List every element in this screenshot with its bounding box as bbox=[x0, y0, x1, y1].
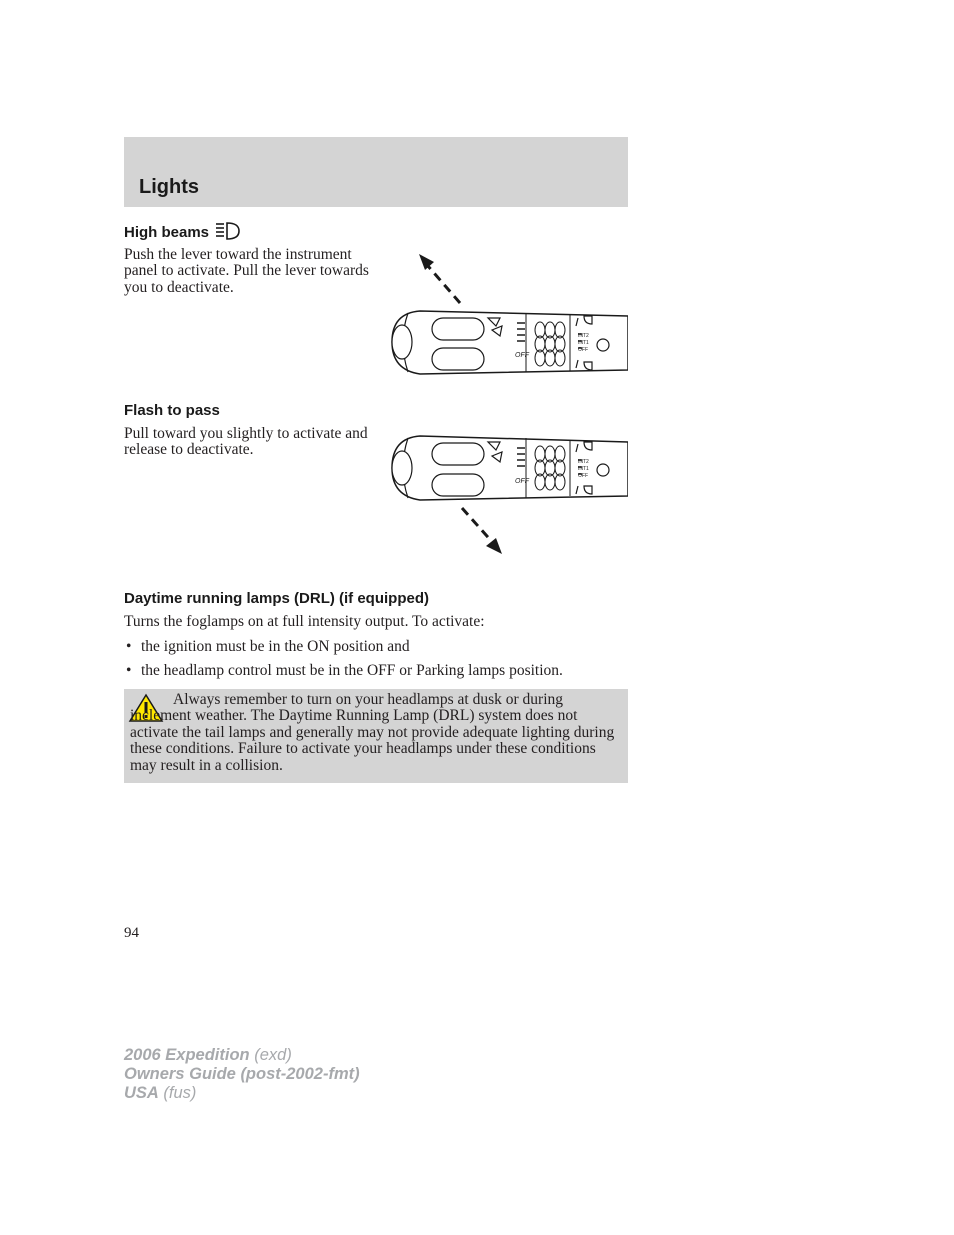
off-small-label: OFF bbox=[578, 473, 588, 479]
footer-line-2 bbox=[124, 1065, 360, 1084]
off-label: OFF bbox=[515, 478, 529, 485]
footer bbox=[124, 1046, 360, 1103]
int2-label: INT2 bbox=[578, 333, 589, 339]
drl-intro: Turns the foglamps on at full intensity output. To activate: bbox=[124, 613, 485, 630]
lever-stalk bbox=[392, 311, 628, 374]
high-beam-icon bbox=[215, 222, 241, 240]
section-header-band bbox=[124, 137, 628, 207]
high-beams-text: Push the lever toward the instrument panel to activate. Pull the lever towards you to deactivate. bbox=[124, 246, 369, 296]
footer-market: USA bbox=[124, 1084, 159, 1102]
int1-label: INT1 bbox=[578, 340, 589, 346]
footer-market-code: (fus) bbox=[158, 1084, 197, 1102]
footer-model-code: (exd) bbox=[249, 1046, 292, 1064]
bullet-dot: • bbox=[126, 638, 132, 655]
bullet-text: the ignition must be in the ON position and bbox=[141, 638, 410, 655]
bullet-text: the headlamp control must be in the OFF or Parking lamps position. bbox=[141, 662, 563, 679]
flash-to-pass-heading: Flash to pass bbox=[124, 402, 220, 419]
high-beams-heading-text: High beams bbox=[124, 224, 210, 241]
push-arrow-icon bbox=[419, 254, 460, 303]
high-beams-lever-illustration bbox=[388, 250, 628, 380]
off-small-label: OFF bbox=[578, 347, 588, 353]
int2-label: INT2 bbox=[578, 459, 589, 465]
warning-text: Always remember to turn on your headlamps at dusk or during inclement weather. The Daytime Running Lamp (DRL) system does not activate the tail lamps and generally may not provide adequate lighting during these conditions. Failure to activate your headlamps under these conditions may result in a collision. bbox=[130, 691, 615, 774]
footer-guide: Owners Guide (post-2002-fmt) bbox=[124, 1065, 360, 1083]
footer-model: 2006 Expedition bbox=[124, 1046, 250, 1064]
int1-label: INT1 bbox=[578, 466, 589, 472]
high-beams-heading bbox=[124, 222, 241, 241]
footer-line-3 bbox=[124, 1084, 360, 1103]
section-title: Lights bbox=[139, 176, 199, 198]
footer-line-1 bbox=[124, 1046, 360, 1065]
page-number: 94 bbox=[124, 925, 139, 941]
list-item bbox=[126, 638, 410, 656]
drl-heading: Daytime running lamps (DRL) (if equipped) bbox=[124, 590, 430, 607]
bullet-dot: • bbox=[126, 662, 132, 679]
off-label: OFF bbox=[515, 352, 529, 359]
flash-to-pass-text: Pull toward you slightly to activate and release to deactivate. bbox=[124, 425, 368, 459]
list-item bbox=[126, 662, 563, 680]
warning-text-block bbox=[130, 692, 618, 774]
lever-stalk bbox=[392, 436, 628, 500]
pull-arrow-icon bbox=[462, 508, 502, 554]
warning-box bbox=[124, 689, 628, 783]
flash-to-pass-lever-illustration bbox=[388, 430, 628, 560]
